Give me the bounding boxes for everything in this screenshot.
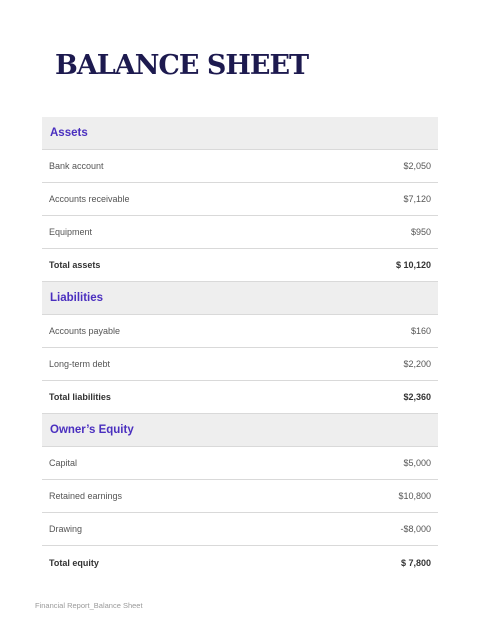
row-value: $950	[410, 227, 431, 237]
section-heading: Owner’s Equity	[50, 424, 134, 436]
total-label: Total equity	[49, 557, 99, 568]
table-row	[42, 447, 438, 480]
total-value: $ 10,120	[395, 260, 431, 270]
section-header-liabilities	[42, 282, 438, 315]
row-value: $160	[410, 326, 431, 336]
table-row	[42, 348, 438, 381]
row-label: Accounts receivable	[49, 194, 130, 204]
row-value: -$8,000	[400, 524, 431, 534]
total-value: $2,360	[403, 392, 431, 402]
section-heading: Assets	[50, 127, 88, 139]
row-value: $2,200	[403, 359, 431, 369]
row-value: $2,050	[403, 161, 431, 171]
row-label: Equipment	[49, 227, 93, 237]
section-header-assets	[42, 117, 438, 150]
table-row	[42, 150, 438, 183]
row-label: Retained earnings	[49, 491, 123, 501]
row-label: Capital	[49, 458, 78, 468]
total-label: Total assets	[49, 260, 101, 270]
table-row	[42, 183, 438, 216]
page-title: BALANCE SHEET	[55, 50, 309, 81]
total-row-assets	[42, 249, 438, 282]
page-footer: Financial Report_Balance Sheet	[35, 601, 143, 610]
row-label: Accounts payable	[49, 326, 121, 336]
row-label: Drawing	[49, 524, 83, 534]
row-value: $10,800	[398, 491, 431, 501]
row-value: $7,120	[403, 194, 431, 204]
balance-sheet-table	[42, 117, 438, 579]
total-row-liabilities	[42, 381, 438, 414]
table-row	[42, 315, 438, 348]
total-label: Total liabilities	[49, 392, 111, 402]
total-value: $ 7,800	[400, 557, 431, 568]
row-label: Long-term debt	[49, 359, 111, 369]
table-row	[42, 513, 438, 546]
section-header-equity	[42, 414, 438, 447]
row-label: Bank account	[49, 161, 104, 171]
row-value: $5,000	[403, 458, 431, 468]
section-heading: Liabilities	[50, 292, 104, 304]
table-row	[42, 480, 438, 513]
total-row-equity	[42, 546, 438, 579]
table-row	[42, 216, 438, 249]
